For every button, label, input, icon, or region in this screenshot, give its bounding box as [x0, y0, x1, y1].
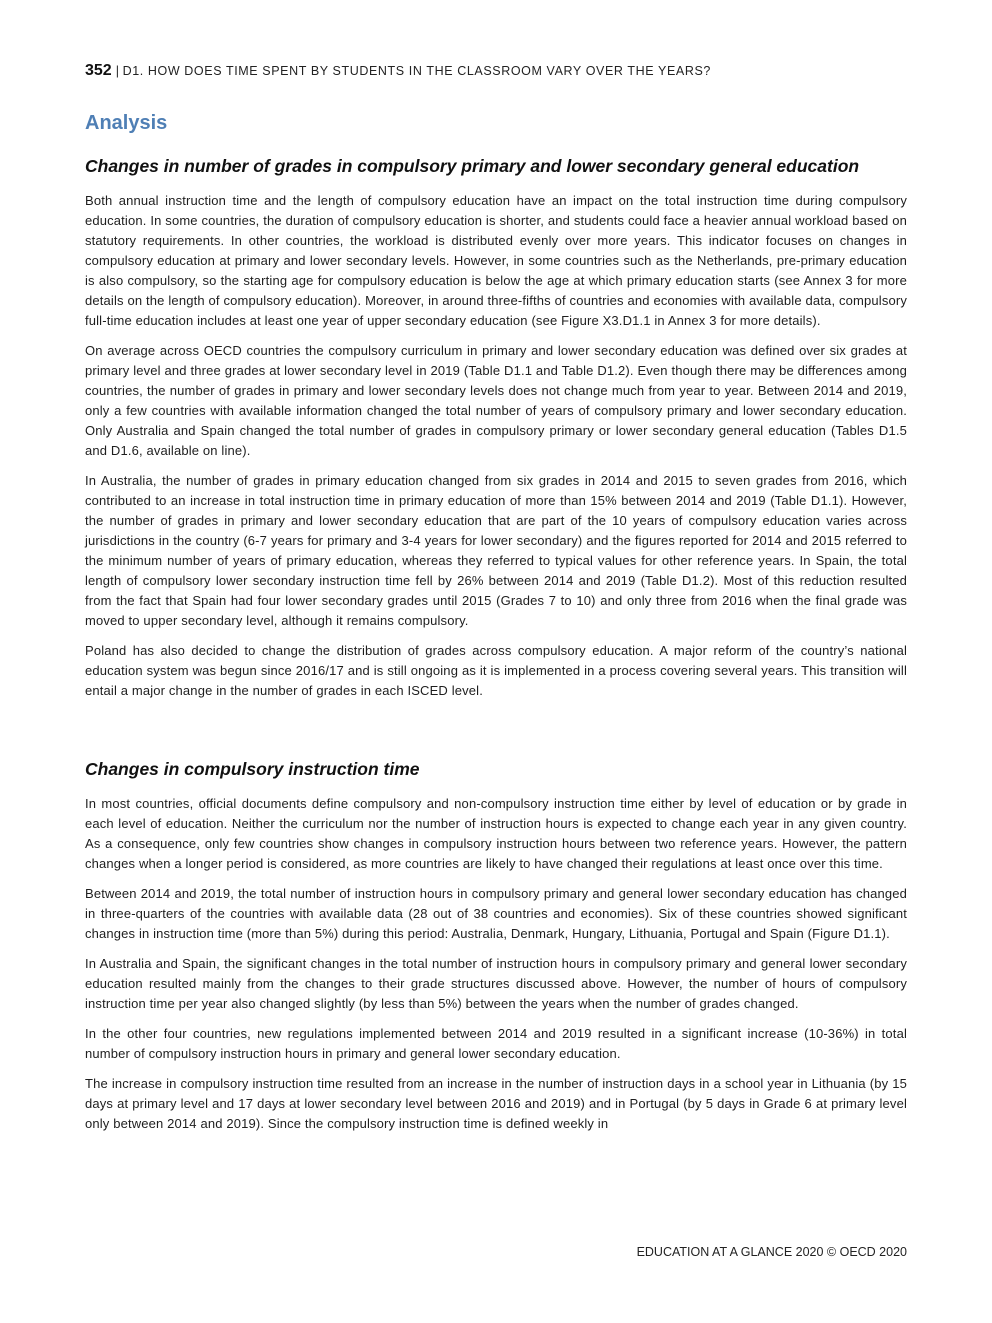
paragraph: Between 2014 and 2019, the total number of instruction hours in compulsory primary and general lower secondary education has changed in three-quarters of the countries with available data (28 out of 38 countries and economies). Six of these countries showed significant changes in instruction time (more than 5%) during this period: Australia, Denmark, Hungary, Lithuania, Portugal and Spain (Figure D1.1). [85, 886, 907, 941]
section-grades [85, 156, 907, 711]
subsection-heading: Changes in number of grades in compulsory primary and lower secondary general education [85, 156, 860, 176]
paragraph: The increase in compulsory instruction time resulted from an increase in the number of instruction days in a school year in Lithuania (by 15 days at primary level and 17 days at lower secondary level between 2016 and 2019) and in Portugal (by 5 days in Grade 6 at primary level only between 2014 and 2019). Since the compulsory instruction time is defined weekly in [85, 1076, 907, 1131]
section-title: Analysis [85, 112, 168, 134]
paragraph: In the other four countries, new regulations implemented between 2014 and 2019 resulted in a significant increase (10-36%) in total number of compulsory instruction hours in primary and general lower secondary education. [85, 1026, 907, 1061]
paragraph: Poland has also decided to change the distribution of grades across compulsory education. A major reform of the country’s national education system was begun since 2016/17 and is still ongoing as it is implemented in a process covering several years. This transition will entail a major change in the number of grades in each ISCED level. [85, 643, 907, 698]
paragraph: In Australia, the number of grades in primary education changed from six grades in 2014 and 2015 to seven grades from 2016, which contributed to an increase in total instruction time in primary education of more than 15% between 2014 and 2019 (Table D1.1). However, the number of grades in primary and lower secondary education that are part of the 10 years of compulsory education varies across jurisdictions in the country (6-7 years for primary and 3-4 years for lower secondary) and the figures reported for 2014 and 2015 referred to the minimum number of years of primary education, whereas they referred to typical values for other reference years. In Spain, the total length of compulsory lower secondary instruction time fell by 26% between 2014 and 2019 (Table D1.2). Most of this reduction resulted from the fact that Spain had four lower secondary grades until 2015 (Grades 7 to 10) and only three from 2016 when the final grade was moved to upper secondary level, although it remains compulsory. [85, 473, 907, 628]
paragraph: Both annual instruction time and the length of compulsory education have an impact on the total instruction time during compulsory education. In some countries, the duration of compulsory education is shorter, and students could face a heavier annual workload based on statutory requirements. In other countries, the workload is distributed evenly over more years. This indicator focuses on changes in compulsory education at primary and lower secondary levels. However, in some countries such as the Netherlands, pre-primary education is also compulsory, so the starting age for compulsory education is below the age at which primary education starts (see Annex 3 for more details on the length of compulsory education). Moreover, in around three-fifths of countries and economies with available data, compulsory full-time education includes at least one year of upper secondary education (see Figure X3.D1.1 in Annex 3 for more details). [85, 193, 907, 328]
paragraph: In most countries, official documents define compulsory and non-compulsory instruction time either by level of education or by grade in each level of education. Neither the curriculum nor the number of instruction hours is expected to change each year in any given country. As a consequence, only few countries show changes in compulsory instruction hours between two reference years. However, the pattern changes when a longer period is considered, as more countries are likely to have changed their regulations at least once over this time. [85, 796, 907, 871]
page-footer: EDUCATION AT A GLANCE 2020 © OECD 2020 [636, 1245, 907, 1259]
section-instruction-time [85, 759, 907, 1144]
paragraph: In Australia and Spain, the significant changes in the total number of instruction hours in compulsory primary and general lower secondary education resulted mainly from the changes to their grade structures discussed above. However, the number of hours of compulsory instruction time per year also changed slightly (by less than 5%) between the years when the number of grades changed. [85, 956, 907, 1011]
running-title: D1. HOW DOES TIME SPENT BY STUDENTS IN THE CLASSROOM VARY OVER THE YEARS? [122, 64, 711, 78]
page-number: 352 [85, 62, 112, 79]
paragraph: On average across OECD countries the compulsory curriculum in primary and lower secondary education was defined over six grades at primary level and three grades at lower secondary level in 2019 (Table D1.1 and Table D1.2). Even though there may be differences among countries, the number of grades in primary and lower secondary levels does not change much from year to year. Between 2014 and 2019, only a few countries with available information changed the total number of years of compulsory primary and lower secondary education. Only Australia and Spain changed the total number of grades in compulsory primary or lower secondary general education (Tables D1.5 and D1.6, available on line). [85, 343, 907, 458]
running-header [85, 62, 711, 80]
header-separator: | [115, 64, 120, 78]
subsection-heading: Changes in compulsory instruction time [85, 759, 420, 779]
